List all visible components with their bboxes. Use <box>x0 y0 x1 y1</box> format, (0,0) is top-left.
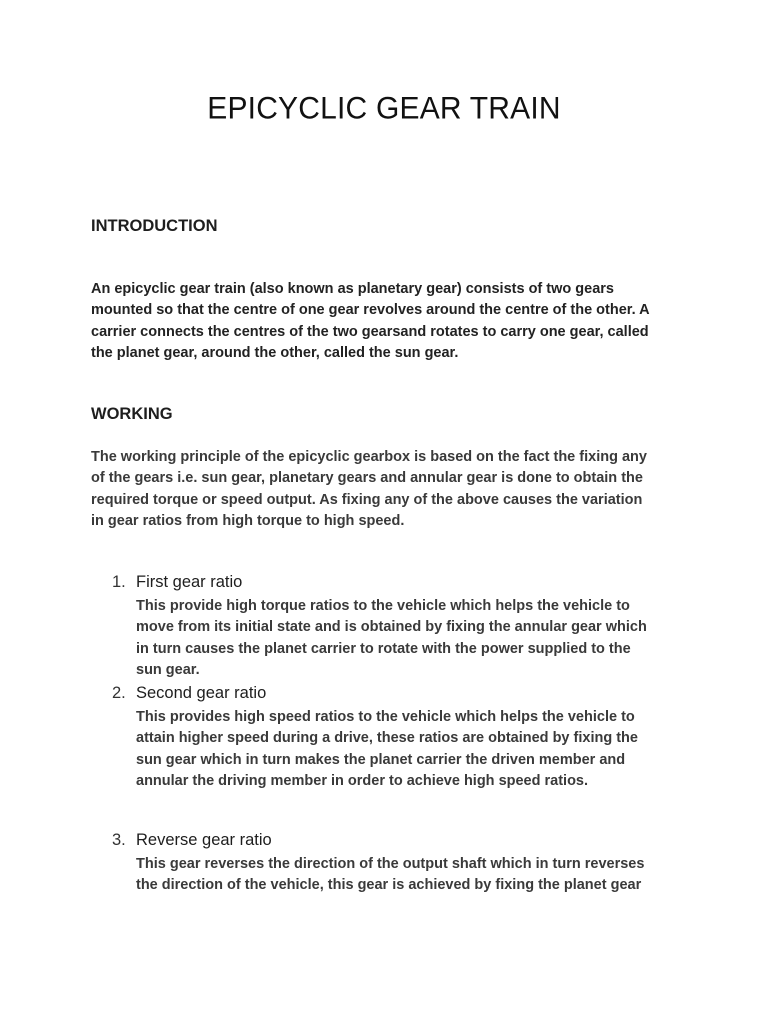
list-number: 3. <box>112 831 126 849</box>
body-line: move from its initial state and is obtained by fixing the annular gear which <box>136 619 647 636</box>
list-number: 2. <box>112 684 126 702</box>
paragraph-line: in gear ratios from high torque to high speed. <box>91 512 405 529</box>
introduction-heading: INTRODUCTION <box>91 217 218 235</box>
working-paragraph <box>91 447 691 532</box>
introduction-paragraph <box>91 279 691 364</box>
body-line: the direction of the vehicle, this gear is achieved by fixing the planet gear <box>136 877 642 894</box>
paragraph-line: carrier connects the centres of the two gearsand rotates to carry one gear, called <box>91 323 649 340</box>
list-item-title: First gear ratio <box>136 573 243 591</box>
list-item-body <box>136 854 644 897</box>
body-line: attain higher speed during a drive, these ratios are obtained by fixing the <box>136 730 638 747</box>
paragraph-line: mounted so that the centre of one gear revolves around the centre of the other. A <box>91 302 650 319</box>
body-line: in turn causes the planet carrier to rotate with the power supplied to the <box>136 640 631 657</box>
body-line: annular the driving member in order to achieve high speed ratios. <box>136 772 589 789</box>
list-item-body <box>136 707 638 792</box>
list-number: 1. <box>112 573 126 591</box>
paragraph-line: An epicyclic gear train (also known as planetary gear) consists of two gears <box>91 281 614 297</box>
body-line: This gear reverses the direction of the output shaft which in turn reverses <box>136 856 645 872</box>
paragraph-line: required torque or speed output. As fixing any of the above causes the variation <box>91 491 643 508</box>
body-line: This provides high speed ratios to the vehicle which helps the vehicle to <box>136 709 635 725</box>
document-title: EPICYCLIC GEAR TRAIN <box>207 91 561 126</box>
body-line: sun gear which in turn makes the planet carrier the driven member and <box>136 751 626 768</box>
paragraph-line: the planet gear, around the other, called the sun gear. <box>91 344 459 361</box>
list-item-title: Reverse gear ratio <box>136 831 272 849</box>
body-line: sun gear. <box>136 661 200 678</box>
working-heading: WORKING <box>91 405 173 423</box>
list-item-body <box>136 596 647 681</box>
paragraph-line: of the gears i.e. sun gear, planetary gears and annular gear is done to obtain the <box>91 470 643 487</box>
list-item-title: Second gear ratio <box>136 684 267 702</box>
paragraph-line: The working principle of the epicyclic gearbox is based on the fact the fixing any <box>91 449 647 465</box>
body-line: This provide high torque ratios to the vehicle which helps the vehicle to <box>136 598 630 614</box>
